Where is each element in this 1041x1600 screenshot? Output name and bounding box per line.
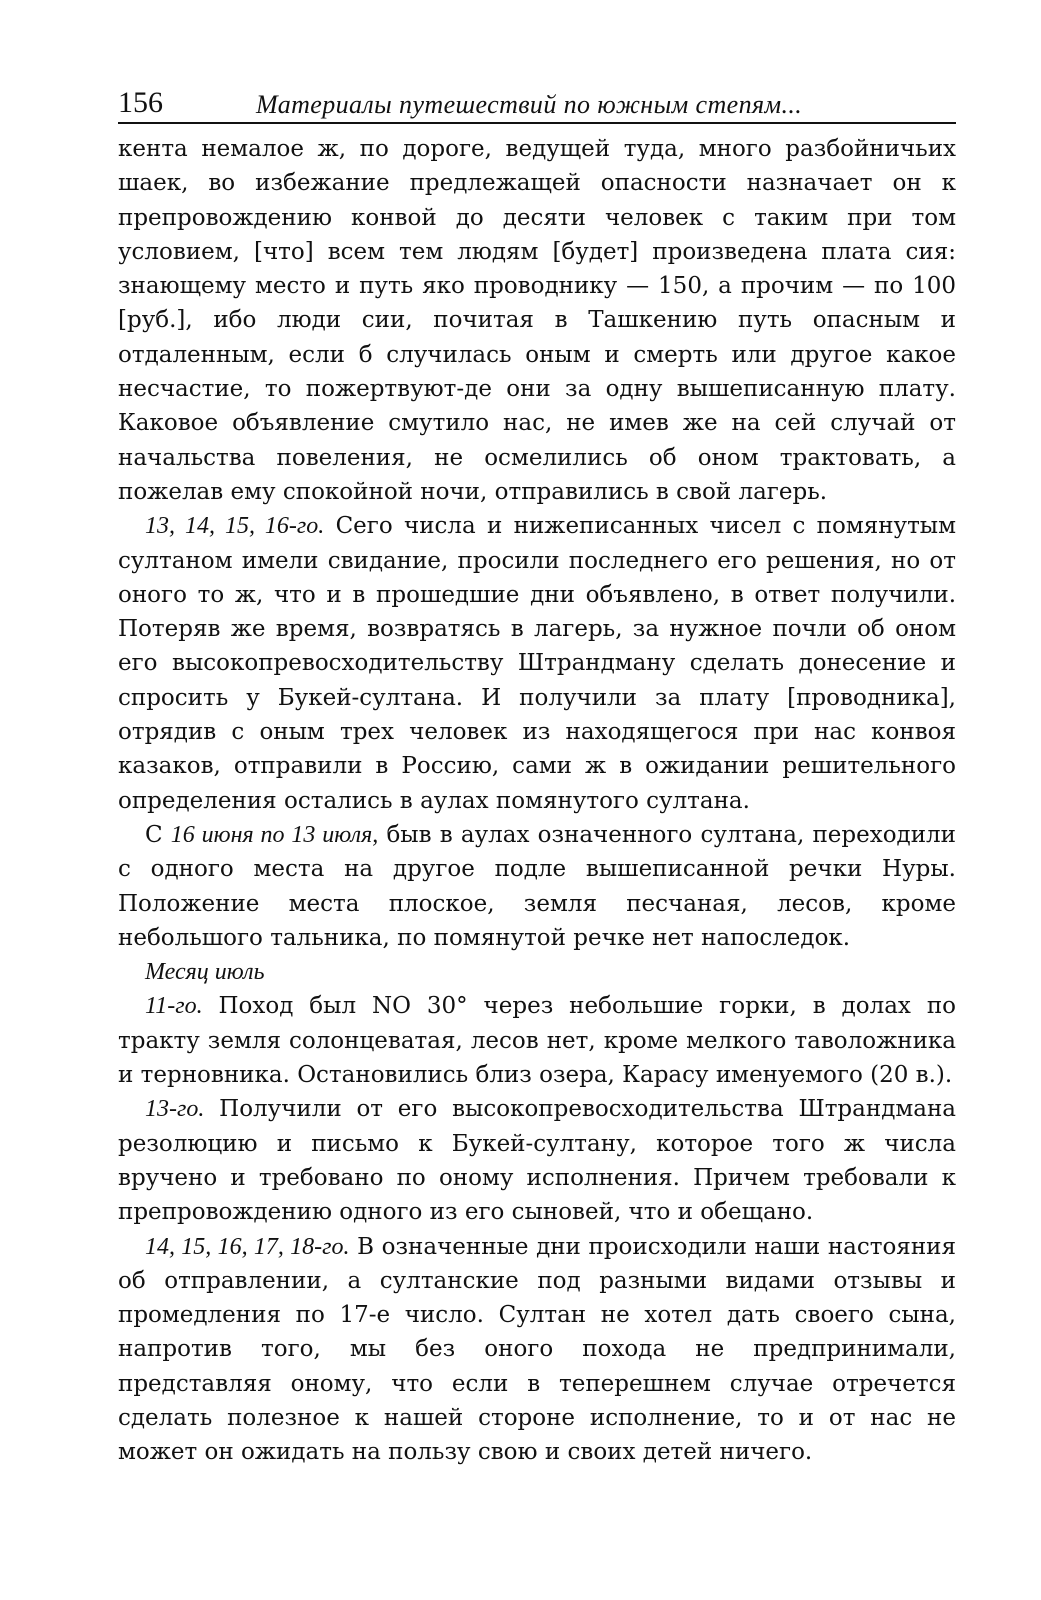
page-number: 156 (118, 86, 163, 119)
paragraph-entry (118, 818, 956, 955)
paragraph-text: В означенные дни происходили наши настояния об отправлении, а султанские под разными видами отзывы и промедления по 17-е число. Султан не хотел дать своего сына, напротив того, мы без оного похода не предпринимали, представляя оному, что если в теперешнем случае отречется сделать полезное к нашей стороне исполнение, то и от нас не может он ожидать на пользу свою и своих детей ничего. (118, 1233, 956, 1466)
book-page (118, 80, 956, 1470)
running-title: Материалы путешествий по южным степям... (256, 90, 803, 119)
entry-date: 13-го. (145, 1096, 205, 1123)
entry-date: 14, 15, 16, 17, 18-го. (145, 1233, 350, 1260)
paragraph-continuation (118, 132, 956, 509)
paragraph-entry (118, 1230, 956, 1470)
month-heading: Месяц июль (145, 959, 265, 986)
page-header (118, 80, 956, 124)
paragraph-entry (118, 509, 956, 818)
paragraph-text: Получили от его высокопревосходительства Штрандмана резолюцию и письмо к Букей-султану, которое того ж числа вручено и требовано по оному исполнения. Причем требовали к препровождению одного из его сыновей, что и обещано. (118, 1096, 956, 1226)
entry-date: 16 июня по 13 июля, (170, 821, 379, 848)
body-text (118, 132, 956, 1470)
paragraph-text: Поход был NO 30° через небольшие горки, в долах по тракту земля солонцеватая, лесов нет, кроме мелкого таволожника и терновника. Остановились близ озера, Карасу именуемого (20 в.). (118, 993, 956, 1089)
paragraph-entry (118, 989, 956, 1092)
paragraph-text: быв в аулах означенного султана, переходили с одного места на другое подле вышеписанной речки Нуры. Положение места плоское, земля песчаная, лесов, кроме небольшого тальника, по помянутой речке нет напоследок. (118, 821, 956, 951)
section-heading (118, 955, 956, 989)
paragraph-entry (118, 1092, 956, 1229)
entry-date: 13, 14, 15, 16-го. (145, 513, 325, 540)
entry-prefix: С (145, 821, 171, 848)
paragraph-text: кента немалое ж, по дороге, ведущей туда, много разбойничьих шаек, во избежание предлежащей опасности назначает он к препровождению конвой до десяти человек с таким при том условием, [что] всем тем людям [будет] произведена плата сия: знающему место и путь яко проводнику — 150, а прочим — по 100 [руб.], ибо люди сии, почитая в Ташкению путь опасным и отдаленным, если б случилась оным и смерть или другое какое несчастие, то пожертвуют-де они за одну вышеписанную плату. Каковое объявление смутило нас, не имев же на сей случай от начальства повеления, не осмелились об оном трактовать, а пожелав ему спокойной ночи, отправились в свой лагерь. (118, 136, 956, 505)
entry-date: 11-го. (145, 993, 203, 1020)
paragraph-text: Сего числа и нижеписанных чисел с помянутым султаном имели свидание, просили последнего его решения, но от оного то ж, что и в прошедшие дни объявлено, в ответ получили. Потеряв же время, возвратясь в лагерь, за нужное почли об оном его высокопревосходительству Штрандману сделать донесение и спросить у Букей-султана. И получили за плату [проводника], отрядив с оным трех человек из находящегося при нас конвоя казаков, отправили в Россию, сами ж в ожидании решительного определения остались в аулах помянутого султана. (118, 513, 956, 814)
